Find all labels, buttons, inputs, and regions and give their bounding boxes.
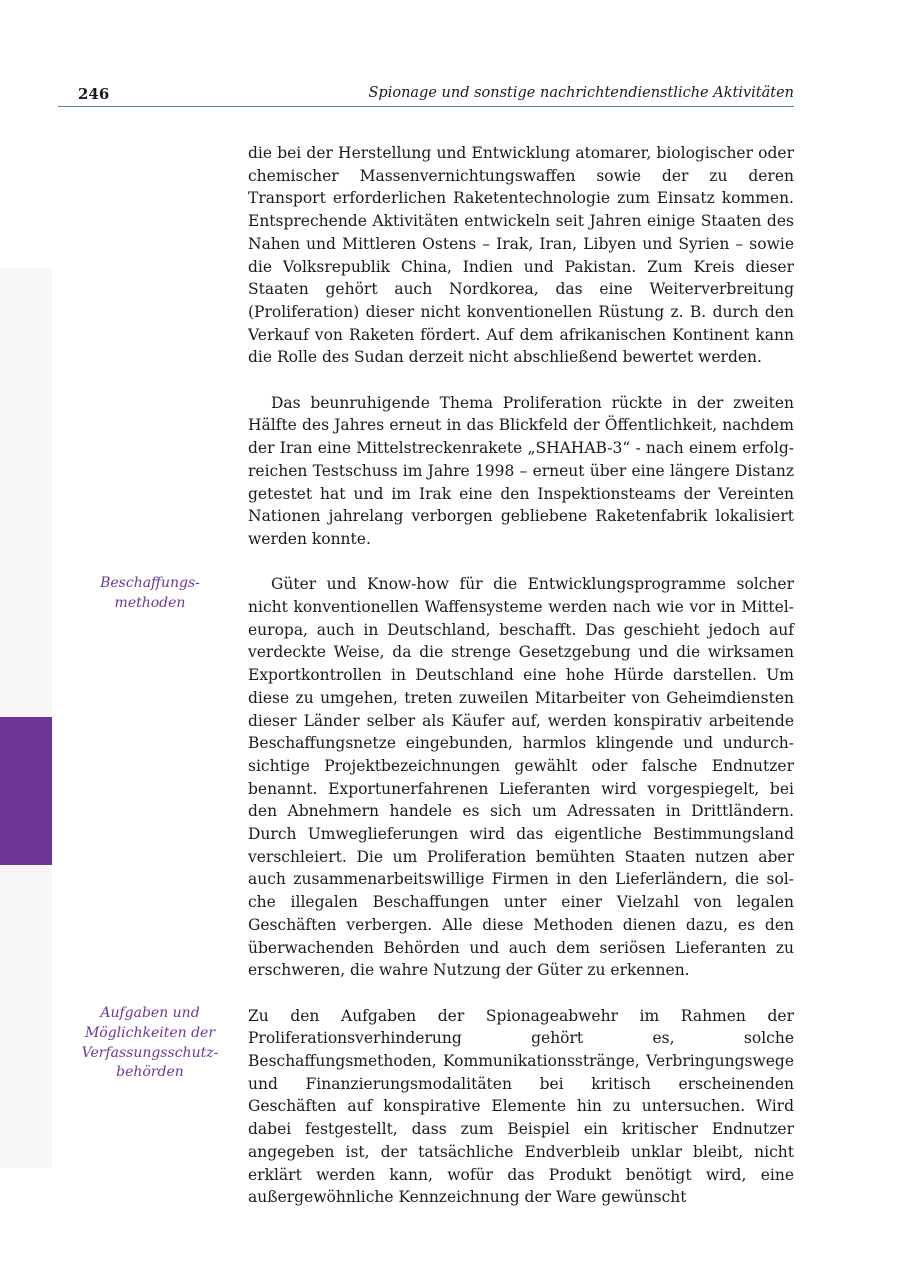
body-text-column [248, 142, 794, 1232]
body-paragraph: Güter und Know-how für die Entwicklungsprogramme solcher nicht konventionellen Waffensysteme werden nach wie vor in Mitteleuropa, auch in Deutschland, beschafft. Das geschieht jedoch auf verdeckte Weise, da die strenge Gesetzgebung und die wirksamen Exportkontrollen in Deutschland eine hohe Hürde darstellen. Um diese zu umgehen, treten zuweilen Mitarbeiter von Geheimdiensten dieser Länder selber als Käufer auf, werden konspirativ arbeitende Beschaffungsnetze eingebunden, harmlos klingende und undurchsichtige Projektbezeichnungen gewählt oder falsche Endnutzer benannt. Exportunerfahrenen Lieferanten wird vorgespiegelt, bei den Abnehmern handele es sich um Adressaten in Drittländern. Durch Umweglieferungen wird das eigentliche Bestimmungsland verschleiert. Die um Proliferation bemühten Staaten nutzen aber auch zusammenarbeitswillige Firmen in den Lieferländern, die solche illegalen Beschaffungen unter einer Vielzahl von legalen Geschäften verbergen. Alle diese Methoden dienen dazu, es den überwachenden Behörden und auch dem seriösen Lieferanten zu erschweren, die wahre Nutzung der Güter zu erkennen. [248, 575, 794, 980]
margin-note-aufgaben [80, 1004, 220, 1083]
margin-note-line: Beschaffungs- [100, 575, 200, 591]
page-header [58, 84, 794, 107]
margin-note-line: Verfassungsschutz- [81, 1044, 219, 1061]
body-paragraph: Zu den Aufgaben der Spionageabwehr im Rahmen der Proliferationsverhinderung gehört es, solche Beschaffungsmethoden, Kommunikationsstränge, Verbringungswege und Finanzierungsmodalitäten bei kritisch erscheinenden Geschäften auf konspirative Elemente hin zu untersuchen. Wird dabei festgestellt, dass zum Beispiel ein kritischer Endnutzer angegeben ist, der tatsächliche Endverbleib unklar bleibt, nicht erklärt werden kann, wofür das Produkt benötigt wird, eine außergewöhnliche Kennzeichnung der Ware gewünscht [248, 1006, 794, 1207]
body-paragraph: Das beunruhigende Thema Proliferation rückte in der zweiten Hälfte des Jahres erneut in das Blickfeld der Öffentlichkeit, nachdem der Iran eine Mittelstreckenrakete „SHAHAB-3“ - nach einem erfolgreichen Testschuss im Jahre 1998 – erneut über eine längere Distanz getestet hat und im Irak eine den Inspektionsteams der Vereinten Nationen jahrelang verborgen gebliebene Raketenfabrik lokalisiert werden konnte. [248, 393, 794, 548]
running-title: Spionage und sonstige nachrichtendienstliche Aktivitäten [368, 85, 794, 101]
page-number: 246 [78, 85, 110, 103]
body-paragraph: die bei der Herstellung und Entwicklung atomarer, biologischer oder chemischer Massenvernichtungswaffen sowie der zu deren Transport erforderlichen Raketentechnologie zum Einsatz kommen. Entsprechende Aktivitäten entwickeln seit Jahren einige Staaten des Nahen und Mittleren Ostens – Irak, Iran, Libyen und Syrien – sowie die Volksrepublik China, Indien und Pakistan. Zum Kreis dieser Staaten gehört auch Nordkorea, das eine Weiterverbreitung (Proliferation) dieser nicht konventionellen Rüstung z. B. durch den Verkauf von Raketen fördert. Auf dem afrikanischen Kontinent kann die Rolle des Sudan derzeit nicht abschließend bewertet werden. [248, 144, 794, 367]
margin-note-line: behörden [116, 1064, 184, 1081]
margin-note-line: Aufgaben und [100, 1005, 200, 1021]
margin-note-line: Möglichkeiten der [84, 1024, 216, 1041]
chapter-tab-marker [0, 717, 52, 865]
margin-note-line: methoden [114, 594, 186, 611]
margin-note-beschaffungsmethoden [80, 574, 220, 614]
